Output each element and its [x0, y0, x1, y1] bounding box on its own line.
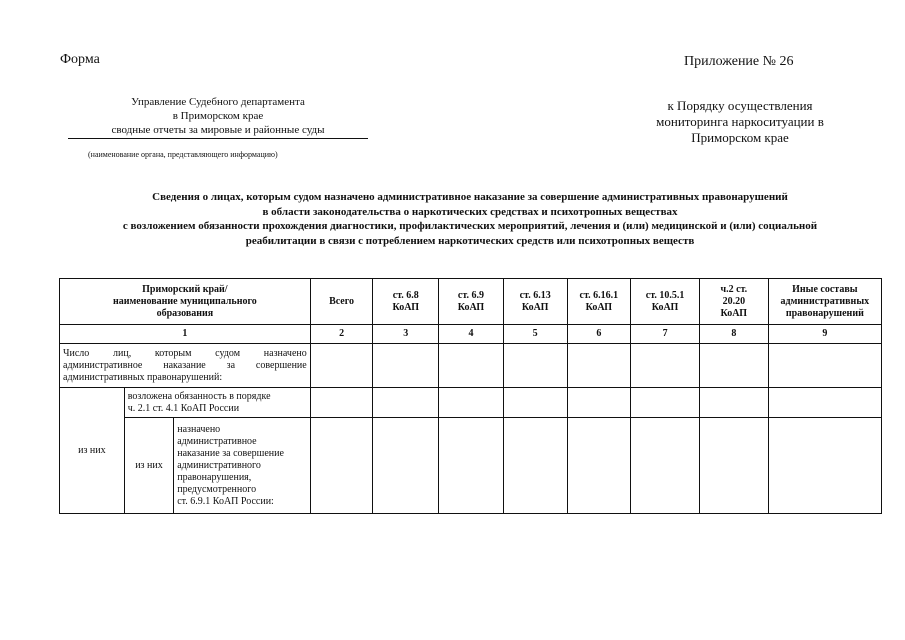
ref-line: мониторинга наркоситуации в: [656, 114, 824, 129]
row-text: ч. 2.1 ст. 4.1 КоАП России: [127, 402, 240, 414]
data-cell[interactable]: [631, 344, 700, 388]
column-number: 5: [503, 325, 567, 344]
row-text: правонарушения,: [177, 471, 252, 483]
data-cell[interactable]: [373, 418, 439, 514]
header-region: [60, 279, 311, 325]
title-line: с возложением обязанности прохождения диагностики, профилактических мероприятий, лечения и (или) медицинской и (или) социальной: [122, 220, 818, 232]
data-cell[interactable]: [310, 388, 373, 418]
title-line: Сведения о лицах, которым судом назначено административное наказание за совершение административных правонарушений: [152, 191, 788, 203]
data-cell[interactable]: [567, 418, 631, 514]
row-label-total-persons: [60, 344, 311, 388]
column-number: 4: [439, 325, 504, 344]
data-cell[interactable]: [439, 418, 504, 514]
header-text: КоАП: [392, 301, 420, 313]
row-text: возложена обязанность в порядке: [127, 390, 271, 402]
row-text: Число лиц, которым судом назначено: [63, 347, 307, 359]
data-cell[interactable]: [631, 388, 700, 418]
row-label-art-6-9-1: [174, 418, 311, 514]
ref-line: к Порядку осуществления: [667, 98, 813, 113]
data-cell[interactable]: [503, 418, 567, 514]
order-reference: [640, 98, 840, 146]
ref-line: Приморском крае: [691, 130, 789, 145]
data-cell[interactable]: [310, 344, 373, 388]
header-text: ст. 10.5.1: [645, 289, 685, 301]
org-line: в Приморском крае: [172, 110, 264, 122]
row-text: административное: [177, 435, 257, 447]
title-line: в области законодательства о наркотических средствах и психотропных веществах: [262, 205, 678, 218]
column-number: 7: [631, 325, 700, 344]
org-caption: (наименование органа, представляющего информацию): [88, 150, 278, 159]
data-cell[interactable]: [503, 388, 567, 418]
data-cell[interactable]: [768, 344, 881, 388]
data-cell[interactable]: [373, 388, 439, 418]
row-text: предусмотренного: [177, 483, 257, 495]
header-text: образования: [156, 307, 214, 319]
reporting-organization: [68, 95, 368, 139]
header-art-6-9: [439, 279, 504, 325]
header-text: КоАП: [651, 301, 679, 313]
of-them-inner-label: из них: [124, 418, 174, 514]
data-cell[interactable]: [439, 344, 504, 388]
row-text: ст. 6.9.1 КоАП России:: [177, 495, 274, 507]
header-art-6-13: [503, 279, 567, 325]
header-text: КоАП: [720, 307, 748, 319]
row-label-obligation: [124, 388, 310, 418]
data-cell[interactable]: [699, 418, 768, 514]
data-cell[interactable]: [503, 344, 567, 388]
header-text: КоАП: [521, 301, 549, 313]
header-text: Иные составы: [792, 283, 858, 295]
title-line: реабилитации в связи с потреблением наркотических средств или психотропных веществ: [245, 234, 695, 247]
header-art-10-5-1: [631, 279, 700, 325]
column-number-row: [60, 325, 882, 344]
data-cell[interactable]: [699, 388, 768, 418]
column-number: 1: [60, 325, 311, 344]
table-row: [60, 388, 882, 418]
header-text: ст. 6.16.1: [579, 289, 619, 301]
document-title: [40, 190, 900, 248]
header-text: КоАП: [585, 301, 613, 313]
header-text: ч.2 ст.: [720, 283, 748, 295]
column-number: 2: [310, 325, 373, 344]
data-cell[interactable]: [310, 418, 373, 514]
header-text: 20.20: [722, 295, 746, 307]
header-row: [60, 279, 882, 325]
column-number: 9: [768, 325, 881, 344]
header-text: ст. 6.13: [519, 289, 551, 301]
data-cell[interactable]: [768, 388, 881, 418]
header-total: Всего: [310, 279, 373, 325]
data-cell[interactable]: [768, 418, 881, 514]
table-row: [60, 418, 882, 514]
column-number: 8: [699, 325, 768, 344]
column-number: 6: [567, 325, 631, 344]
row-text: назначено: [177, 423, 221, 435]
header-text: Приморский край/: [142, 283, 228, 295]
header-text: правонарушений: [785, 307, 864, 319]
row-text: наказание за совершение: [177, 447, 284, 459]
form-label: Форма: [60, 52, 100, 67]
row-text: административное наказание за совершение: [63, 359, 307, 371]
header-art-6-16-1: [567, 279, 631, 325]
header-art-6-8: [373, 279, 439, 325]
header-text: КоАП: [457, 301, 485, 313]
report-table: [59, 278, 882, 514]
org-line: Управление Судебного департамента: [131, 96, 305, 108]
header-text: наименование муниципального: [112, 295, 257, 307]
of-them-label: из них: [60, 388, 125, 514]
header-text: ст. 6.9: [457, 289, 485, 301]
header-art-20-20: [699, 279, 768, 325]
header-other: [768, 279, 881, 325]
appendix-label: Приложение № 26: [684, 54, 794, 69]
data-cell[interactable]: [567, 344, 631, 388]
org-line: сводные отчеты за мировые и районные суды: [68, 123, 368, 139]
row-text: административных правонарушений:: [63, 371, 223, 383]
column-number: 3: [373, 325, 439, 344]
header-text: ст. 6.8: [392, 289, 419, 301]
data-cell[interactable]: [699, 344, 768, 388]
data-cell[interactable]: [567, 388, 631, 418]
data-cell[interactable]: [373, 344, 439, 388]
data-cell[interactable]: [439, 388, 504, 418]
header-text: административных: [780, 295, 870, 307]
table-row: [60, 344, 882, 388]
row-text: административного: [177, 459, 261, 471]
data-cell[interactable]: [631, 418, 700, 514]
